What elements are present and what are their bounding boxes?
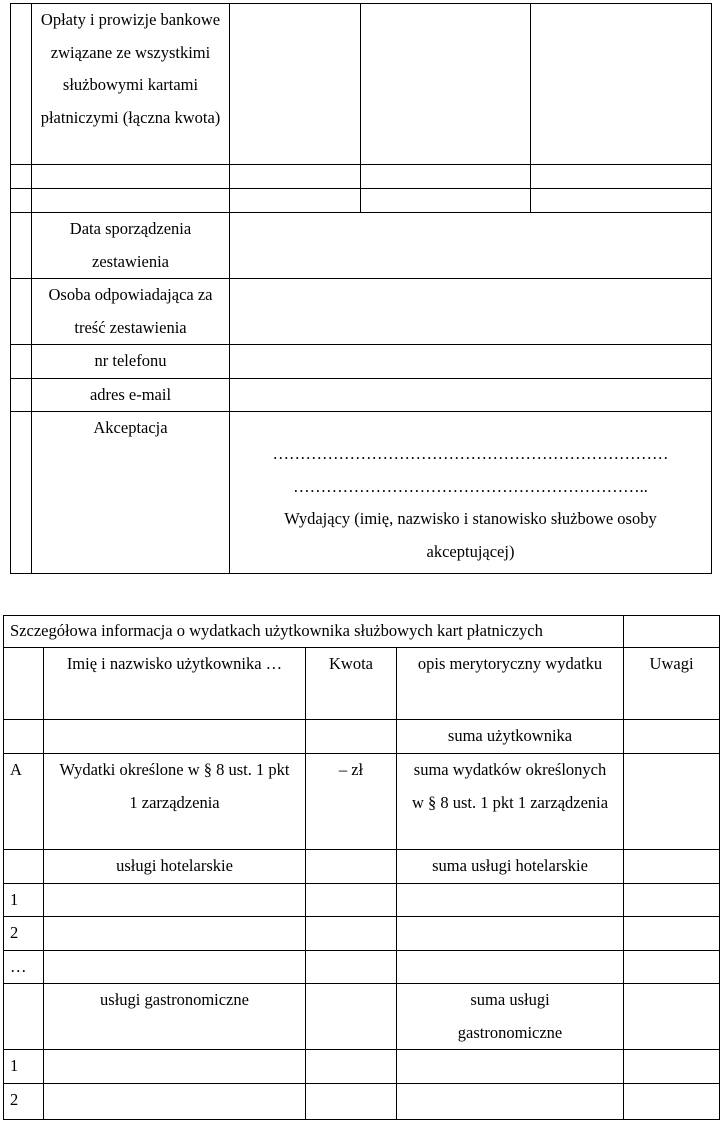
gastro-sum: suma usługi gastronomiczne <box>397 984 624 1050</box>
row-marker-cell <box>11 4 32 165</box>
phone-label: nr telefonu <box>32 345 230 379</box>
date-label: Data sporządzenia zestawienia <box>32 213 230 279</box>
empty-cell <box>11 412 32 574</box>
details-title: Szczegółowa informacja o wydatkach użytkownika służbowych kart płatniczych <box>4 616 624 648</box>
empty-cell <box>44 883 306 917</box>
row-number: 2 <box>4 917 44 951</box>
empty-cell <box>306 984 397 1050</box>
empty-cell <box>306 1050 397 1084</box>
row-number: 2 <box>4 1083 44 1119</box>
empty-cell <box>11 189 32 213</box>
empty-cell <box>4 850 44 884</box>
hotel-label: usługi hotelarskie <box>44 850 306 884</box>
expenses-a-amount: – zł <box>306 754 397 850</box>
empty-cell <box>306 1083 397 1119</box>
empty-cell <box>32 189 230 213</box>
phone-value-cell <box>230 345 712 379</box>
empty-cell <box>397 1083 624 1119</box>
empty-cell <box>306 917 397 951</box>
row-number: 1 <box>4 1050 44 1084</box>
empty-cell <box>4 648 44 720</box>
empty-cell <box>230 189 361 213</box>
empty-cell <box>531 165 712 189</box>
empty-cell <box>624 883 720 917</box>
empty-cell <box>306 950 397 984</box>
empty-cell <box>624 720 720 754</box>
fees-label: Opłaty i prowizje bankowe związane ze wszystkimi służbowymi kartami płatniczymi (łączna kwota) <box>32 4 230 165</box>
details-table <box>3 615 720 1120</box>
empty-cell <box>397 917 624 951</box>
fees-value-cell <box>361 4 531 165</box>
empty-cell <box>531 189 712 213</box>
date-value-cell <box>230 213 712 279</box>
empty-cell <box>361 165 531 189</box>
user-sum-label: suma użytkownika <box>397 720 624 754</box>
empty-cell <box>397 950 624 984</box>
empty-cell <box>624 984 720 1050</box>
accept-label: Akceptacja <box>32 412 230 574</box>
summary-table <box>10 3 712 574</box>
fees-value-cell <box>531 4 712 165</box>
empty-cell <box>44 1050 306 1084</box>
empty-cell <box>306 850 397 884</box>
empty-cell <box>11 165 32 189</box>
empty-cell <box>44 917 306 951</box>
accept-signature-cell <box>230 412 712 574</box>
email-label: adres e-mail <box>32 378 230 412</box>
empty-cell <box>624 850 720 884</box>
empty-cell <box>44 950 306 984</box>
empty-cell <box>306 720 397 754</box>
expenses-a-label: Wydatki określone w § 8 ust. 1 pkt 1 zarządzenia <box>44 754 306 850</box>
empty-cell <box>230 165 361 189</box>
empty-cell <box>11 213 32 279</box>
empty-cell <box>4 720 44 754</box>
empty-cell <box>624 616 720 648</box>
empty-cell <box>4 984 44 1050</box>
row-number: 1 <box>4 883 44 917</box>
empty-cell <box>11 279 32 345</box>
header-name: Imię i nazwisko użytkownika … <box>44 648 306 720</box>
row-marker-a: A <box>4 754 44 850</box>
empty-cell <box>624 917 720 951</box>
empty-cell <box>32 165 230 189</box>
empty-cell <box>624 950 720 984</box>
empty-cell <box>397 883 624 917</box>
signer-caption: Wydający (imię, nazwisko i stanowisko służbowe osoby akceptującej) <box>284 509 657 561</box>
signature-dots-line-2: ……………………………………………………….. <box>293 476 648 496</box>
email-value-cell <box>230 378 712 412</box>
fees-value-cell <box>230 4 361 165</box>
empty-cell <box>361 189 531 213</box>
signature-dots-line-1: ……………………………………………………………… <box>272 444 669 463</box>
person-value-cell <box>230 279 712 345</box>
hotel-sum: suma usługi hotelarskie <box>397 850 624 884</box>
empty-cell <box>11 378 32 412</box>
empty-cell <box>44 1083 306 1119</box>
header-notes: Uwagi <box>624 648 720 720</box>
empty-cell <box>11 345 32 379</box>
gastro-label: usługi gastronomiczne <box>44 984 306 1050</box>
empty-cell <box>306 883 397 917</box>
empty-cell <box>44 720 306 754</box>
empty-cell <box>397 1050 624 1084</box>
row-ellipsis: … <box>4 950 44 984</box>
header-amount: Kwota <box>306 648 397 720</box>
expenses-a-sum: suma wydatków określonych w § 8 ust. 1 pkt 1 zarządzenia <box>397 754 624 850</box>
empty-cell <box>624 1083 720 1119</box>
empty-cell <box>624 1050 720 1084</box>
person-label: Osoba odpowiadająca za treść zestawienia <box>32 279 230 345</box>
header-description: opis merytoryczny wydatku <box>397 648 624 720</box>
empty-cell <box>624 754 720 850</box>
